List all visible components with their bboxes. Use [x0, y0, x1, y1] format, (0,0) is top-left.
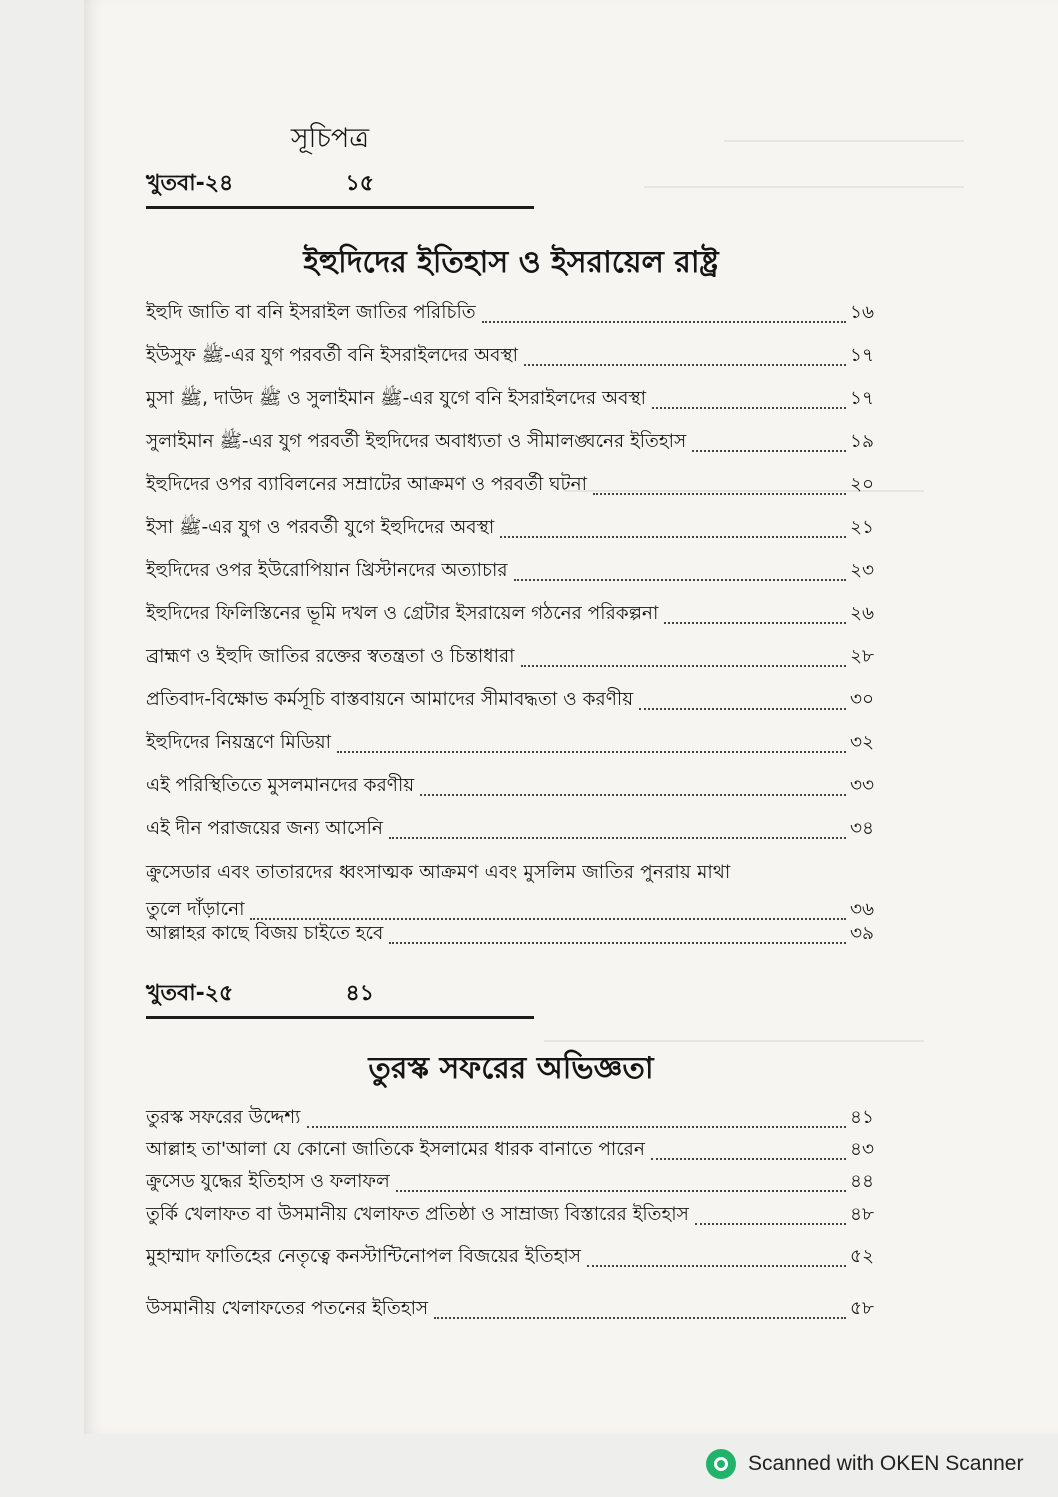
- toc-entry-page: ৩৬: [849, 899, 874, 920]
- toc-entry[interactable]: [146, 598, 874, 630]
- toc-entry[interactable]: [146, 340, 874, 372]
- toc-entry-text: ইউসুফ ﷺ-এর যুগ পরবর্তী বনি ইসরাইলদের অবস্থা: [146, 345, 519, 366]
- leader-dots: [337, 751, 846, 753]
- section-heading: ইহুদিদের ইতিহাস ও ইসরায়েল রাষ্ট্র: [303, 245, 719, 280]
- toc-entry[interactable]: [146, 1293, 874, 1325]
- leader-dots: [664, 622, 846, 624]
- toc-entry-text: মুসা ﷺ, দাউদ ﷺ ও সুলাইমান ﷺ-এর যুগে বনি ইসরাইলদের অবস্থা: [146, 388, 646, 409]
- toc-entry-page: ৩৩: [849, 775, 874, 796]
- oken-scanner-logo-icon: [706, 1449, 736, 1479]
- scanner-footer-text: Scanned with OKEN Scanner: [748, 1452, 1024, 1475]
- section-heading: তুরস্ক সফরের অভিজ্ঞতা: [368, 1051, 654, 1086]
- leader-dots: [420, 794, 846, 796]
- toc-entry[interactable]: [146, 469, 874, 501]
- toc-entry[interactable]: [146, 555, 874, 587]
- toc-entry-text: ক্রুসেড যুদ্ধের ইতিহাস ও ফলাফল: [146, 1171, 390, 1192]
- toc-entry-page: ৫৮: [849, 1298, 874, 1319]
- toc-entry-text-continued: তুলে দাঁড়ানো: [146, 899, 245, 920]
- leader-dots: [500, 536, 846, 538]
- toc-entry[interactable]: [146, 426, 874, 458]
- toc-entry[interactable]: [146, 1102, 874, 1134]
- bleed-through: [644, 186, 964, 188]
- toc-entry-text: মুহাম্মাদ ফাতিহের নেতৃত্বে কনস্টান্টিনোপল বিজয়ের ইতিহাস: [146, 1246, 581, 1267]
- page-title: সূচিপত্র: [290, 123, 370, 154]
- toc-entry[interactable]: [146, 813, 874, 845]
- khutba-header: [146, 172, 534, 209]
- khutba-header: [146, 982, 534, 1019]
- toc-entry[interactable]: [146, 1199, 874, 1231]
- toc-entry-page: ২১: [849, 517, 874, 538]
- toc-entry[interactable]: [146, 512, 874, 544]
- khutba-page: ৪১: [345, 981, 374, 1006]
- bleed-through: [724, 140, 964, 142]
- leader-dots: [434, 1317, 846, 1319]
- khutba-label: খুতবা-২৪: [146, 171, 234, 196]
- toc-entry-text: ইসা ﷺ-এর যুগ ও পরবর্তী যুগে ইহুদিদের অবস্থা: [146, 517, 495, 538]
- leader-dots: [639, 708, 846, 710]
- toc-entry-page: ৪৪: [849, 1171, 874, 1192]
- toc-entry-page: ১৬: [849, 302, 874, 323]
- leader-dots: [524, 364, 846, 366]
- toc-entry-page: ২৩: [849, 560, 874, 581]
- toc-entry-text: আল্লাহ তা'আলা যে কোনো জাতিকে ইসলামের ধারক বানাতে পারেন: [146, 1139, 645, 1160]
- leader-dots: [521, 665, 846, 667]
- leader-dots: [389, 942, 846, 944]
- toc-entry-page: ৪৮: [849, 1204, 874, 1225]
- toc-entry-page: ৪৩: [849, 1139, 874, 1160]
- toc-entry-text: ইহুদিদের ওপর ব্যাবিলনের সম্রাটের আক্রমণ ও পরবর্তী ঘটনা: [146, 474, 588, 495]
- leader-dots: [695, 1223, 846, 1225]
- toc-entry-text: ব্রাহ্মণ ও ইহুদি জাতির রক্তের স্বতন্ত্রতা ও চিন্তাধারা: [146, 646, 515, 667]
- toc-entry-text: তুর্কি খেলাফত বা উসমানীয় খেলাফত প্রতিষ্ঠা ও সাম্রাজ্য বিস্তারের ইতিহাস: [146, 1204, 689, 1225]
- toc-entry-text: তুরস্ক সফরের উদ্দেশ্য: [146, 1107, 301, 1128]
- toc-entry-page: ২৮: [849, 646, 874, 667]
- toc-entry[interactable]: [146, 383, 874, 415]
- toc-entry-page: ৩৪: [849, 818, 874, 839]
- leader-dots: [514, 579, 846, 581]
- toc-entry-text: ক্রুসেডার এবং তাতারদের ধ্বংসাত্মক আক্রমণ এবং মুসলিম জাতির পুনরায় মাথা: [146, 862, 731, 883]
- toc-entry[interactable]: [146, 770, 874, 802]
- toc-entry-text: ইহুদিদের ওপর ইউরোপিয়ান খ্রিস্টানদের অত্যাচার: [146, 560, 508, 581]
- toc-entry-text: এই পরিস্থিতিতে মুসলমানদের করণীয়: [146, 775, 415, 796]
- toc-entry[interactable]: [146, 684, 874, 716]
- toc-entry-multiline[interactable]: [146, 858, 874, 926]
- toc-entry-text: এই দীন পরাজয়ের জন্য আসেনি: [146, 818, 383, 839]
- toc-entry-text: আল্লাহর কাছে বিজয় চাইতে হবে: [146, 923, 384, 944]
- toc-entry-page: ১৭: [849, 345, 874, 366]
- leader-dots: [587, 1265, 846, 1267]
- toc-entry[interactable]: [146, 1166, 874, 1198]
- leader-dots: [652, 407, 846, 409]
- toc-entry[interactable]: [146, 1134, 874, 1166]
- toc-entry-text: ইহুদি জাতি বা বনি ইসরাইল জাতির পরিচিতি: [146, 302, 476, 323]
- leader-dots: [593, 493, 846, 495]
- toc-entry-text: সুলাইমান ﷺ-এর যুগ পরবর্তী ইহুদিদের অবাধ্যতা ও সীমালঙ্ঘনের ইতিহাস: [146, 431, 687, 452]
- toc-entry[interactable]: [146, 297, 874, 329]
- toc-entry-page: ৪১: [849, 1107, 874, 1128]
- scanner-footer: [706, 1446, 1023, 1482]
- toc-entry-page: ৩৯: [849, 923, 874, 944]
- toc-entry-page: ৫২: [849, 1246, 874, 1267]
- toc-entry-text: উসমানীয় খেলাফতের পতনের ইতিহাস: [146, 1298, 429, 1319]
- leader-dots: [482, 321, 846, 323]
- toc-entry-page: ৩০: [849, 689, 874, 710]
- toc-entry-page: ২৬: [849, 603, 874, 624]
- leader-dots: [651, 1158, 846, 1160]
- khutba-label: খুতবা-২৫: [146, 981, 234, 1006]
- toc-entry[interactable]: [146, 727, 874, 759]
- toc-entry[interactable]: [146, 1241, 874, 1273]
- toc-entry[interactable]: [146, 918, 874, 950]
- toc-entry[interactable]: [146, 641, 874, 673]
- toc-entry-page: ৩২: [849, 732, 874, 753]
- toc-entry-page: ১৭: [849, 388, 874, 409]
- toc-entry-text: প্রতিবাদ-বিক্ষোভ কর্মসূচি বাস্তবায়নে আমাদের সীমাবদ্ধতা ও করণীয়: [146, 689, 634, 710]
- leader-dots: [389, 837, 846, 839]
- toc-entry-text: ইহুদিদের ফিলিস্তিনের ভূমি দখল ও গ্রেটার ইসরায়েল গঠনের পরিকল্পনা: [146, 603, 659, 624]
- bleed-through: [544, 1040, 924, 1042]
- leader-dots: [396, 1190, 846, 1192]
- toc-entry-page: ২০: [849, 474, 874, 495]
- leader-dots: [307, 1126, 846, 1128]
- leader-dots: [692, 450, 846, 452]
- toc-entry-page: ১৯: [849, 431, 874, 452]
- toc-entry-text: ইহুদিদের নিয়ন্ত্রণে মিডিয়া: [146, 732, 331, 753]
- khutba-page: ১৫: [345, 171, 374, 196]
